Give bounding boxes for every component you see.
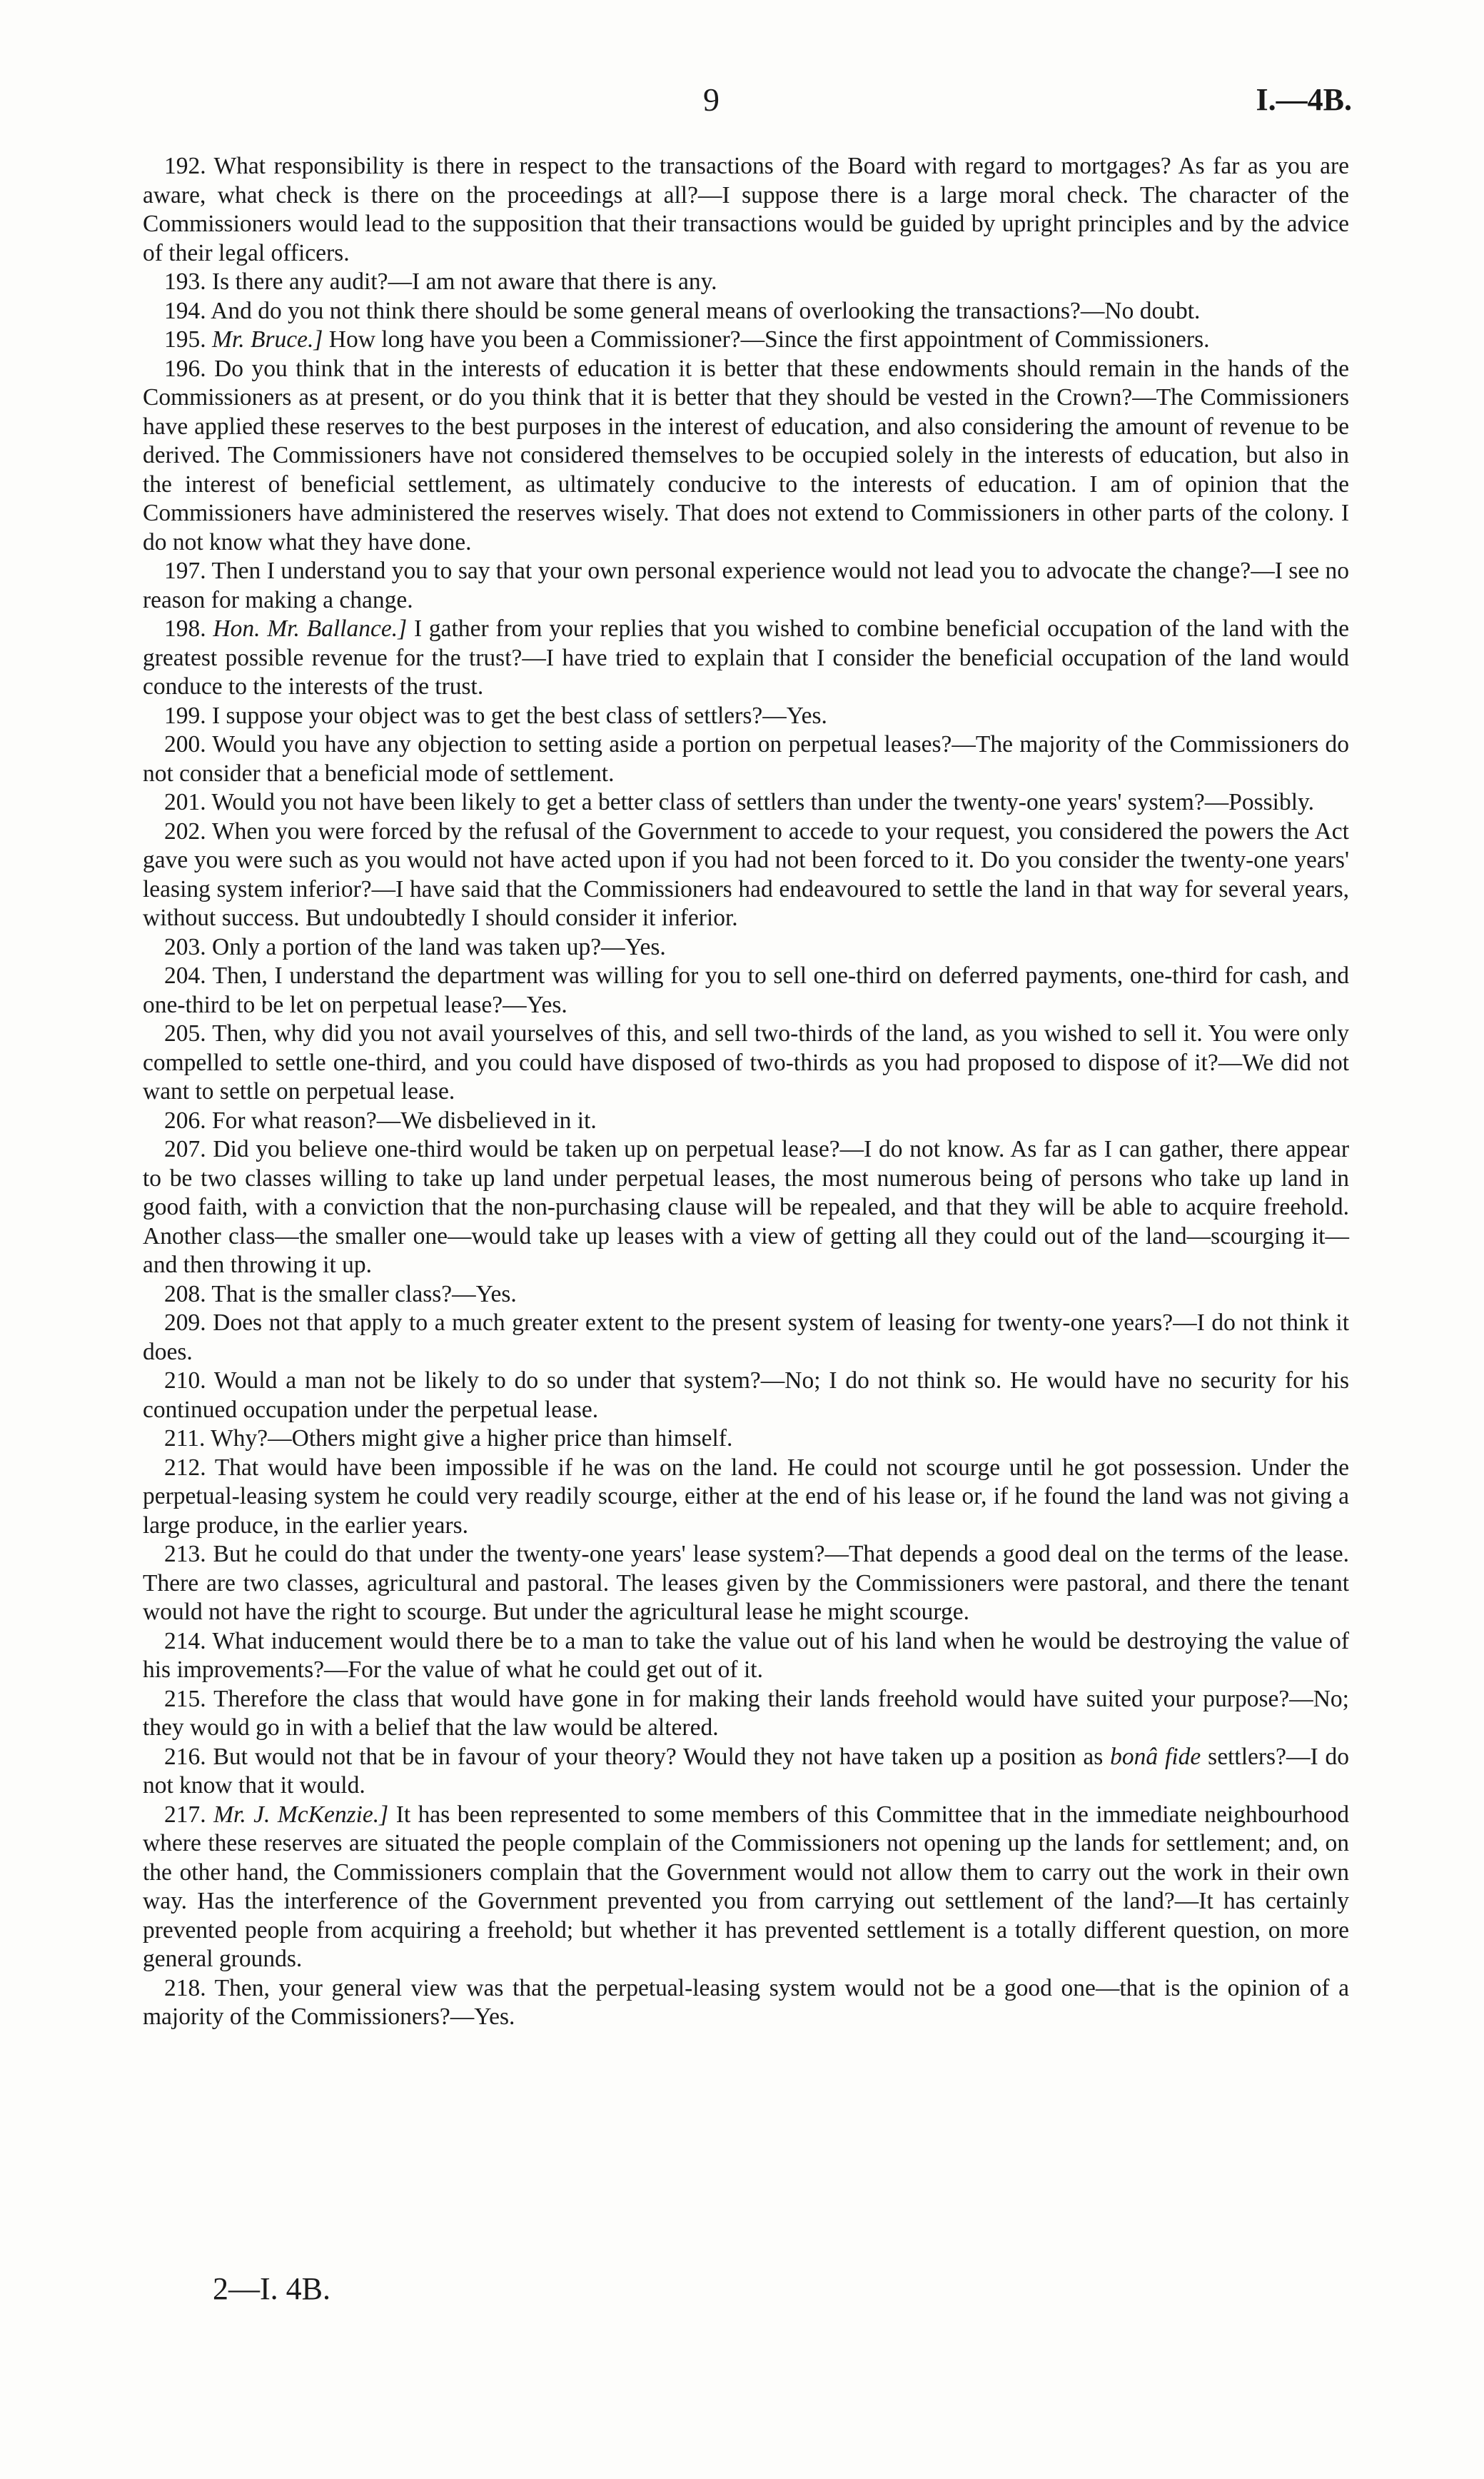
question-paragraph xyxy=(143,933,1349,962)
question-paragraph xyxy=(143,355,1349,558)
question-number: 214. xyxy=(164,1627,206,1654)
question-paragraph xyxy=(143,1540,1349,1627)
paragraph-text: Then, I understand the department was willing for you to sell one-third on deferred payments, one-third for cash, and one-third to be let on perpetual lease?—Yes. xyxy=(143,962,1349,1018)
paragraph-text: Would you not have been likely to get a better class of settlers than under the twenty-one years' system?—Possibly. xyxy=(211,789,1314,815)
paragraph-text: That would have been impossible if he was on the land. He could not scourge until he got possession. Under the perpetual-leasing system he could very readily scourge, either at the end of his lease or, if he found the land was not giving a large produce, in the earlier years. xyxy=(143,1454,1349,1539)
question-number: 206. xyxy=(164,1107,206,1134)
question-paragraph xyxy=(143,1801,1349,1974)
question-paragraph xyxy=(143,1367,1349,1424)
paragraph-text: Would you have any objection to setting aside a portion on perpetual leases?—The majority of the Commissioners do not consider that a beneficial mode of settlement. xyxy=(143,731,1349,787)
printer-signature: 2—I. 4B. xyxy=(213,2271,330,2306)
question-number: 213. xyxy=(164,1541,206,1567)
question-number: 201. xyxy=(164,789,206,815)
question-number: 208. xyxy=(164,1280,206,1307)
question-number: 196. xyxy=(164,355,206,382)
paragraph-text: For what reason?—We disbelieved in it. xyxy=(212,1107,597,1134)
question-paragraph xyxy=(143,297,1349,326)
question-number: 204. xyxy=(164,962,206,989)
page-header xyxy=(0,79,1484,121)
paragraph-text: But he could do that under the twenty-one years' lease system?—That depends a good deal on the terms of the lease. There are two classes, agricultural and pastoral. The leases given by the Commissioners were pastoral, and there the tenant would not have the right to scourge. But under the agricultural lease he might scourge. xyxy=(143,1541,1349,1625)
question-paragraph xyxy=(143,788,1349,818)
question-number: 215. xyxy=(164,1685,206,1712)
question-paragraph xyxy=(143,152,1349,268)
paragraph-text: Is there any audit?—I am not aware that there is any. xyxy=(212,268,717,295)
question-paragraph xyxy=(143,962,1349,1020)
question-paragraph xyxy=(143,1685,1349,1743)
question-number: 218. xyxy=(164,1974,206,2001)
paragraph-text: Did you believe one-third would be taken up on perpetual lease?—I do not know. As far as I can gather, there appear to be two classes willing to take up land under perpetual leases, the most numerous being of persons who take up land in good faith, with a conviction that the non-purchasing clause will be repealed, and that they will be able to acquire freehold. Another class—the smaller one—would take up leases with a view of getting all they could out of the land—scourging it—and then throwing it up. xyxy=(143,1136,1350,1278)
paragraph-text: Then, your general view was that the perpetual-leasing system would not be a good one—that is the opinion of a majority of the Commissioners?—Yes. xyxy=(143,1974,1349,2030)
question-paragraph xyxy=(143,730,1349,788)
question-paragraph xyxy=(143,702,1349,731)
paragraph-text: settlers?—I do not know that it would. xyxy=(143,1743,1350,1799)
question-number: 202. xyxy=(164,818,206,845)
paragraph-text: When you were forced by the refusal of the Government to accede to your request, you considered the powers the Act gave you were such as you would not have acted upon if you had not been forced to it. Do you consider the twenty-one years' leasing system inferior?—I have said that the Commissioners had endeavoured to settle the land in that way for several years, without success. But undoubtedly I should consider it inferior. xyxy=(143,818,1349,931)
paragraph-text: Only a portion of the land was taken up?—Yes. xyxy=(212,933,666,960)
question-number: 199. xyxy=(164,702,206,729)
question-paragraph xyxy=(143,1627,1349,1685)
speaker-name: Hon. Mr. Ballance.] xyxy=(213,615,408,642)
question-paragraph xyxy=(143,268,1349,297)
document-code: I.—4B. xyxy=(1256,82,1352,117)
paragraph-text: Do you think that in the interests of education it is better that these endowments should remain in the hands of the Commissioners as at present, or do you think that it is better that they should be vested in the Crown?—The Commissioners have applied these reserves to the best purposes in the interest of education, and also considering the amount of revenue to be derived. The Commissioners have not considered themselves to be occupied solely in the interests of education, but also in the interest of beneficial settlement, as ultimately conducive to the interests of education. I am of opinion that the Commissioners have administered the reserves wisely. That does not extend to Commissioners in other parts of the colony. I do not know what they have done. xyxy=(143,355,1350,555)
question-paragraph xyxy=(143,1974,1349,2032)
question-number: 200. xyxy=(164,731,206,758)
question-number: 195. xyxy=(164,326,206,353)
question-number: 217. xyxy=(164,1801,206,1828)
italic-phrase: bonâ fide xyxy=(1110,1743,1201,1770)
question-number: 198. xyxy=(164,615,206,642)
paragraph-text: Why?—Others might give a higher price than himself. xyxy=(211,1425,733,1452)
question-number: 203. xyxy=(164,933,206,960)
question-number: 193. xyxy=(164,268,206,295)
question-paragraph xyxy=(143,1135,1349,1280)
paragraph-text: I suppose your object was to get the best class of settlers?—Yes. xyxy=(212,702,827,729)
question-paragraph xyxy=(143,1309,1349,1367)
page-number: 9 xyxy=(703,81,720,118)
question-number: 211. xyxy=(164,1425,206,1452)
speaker-name: Mr. J. McKenzie.] xyxy=(213,1801,389,1828)
question-paragraph xyxy=(143,1454,1349,1541)
paragraph-text: Therefore the class that would have gone in for making their lands freehold would have suited your purpose?—No; they would go in with a belief that the law would be altered. xyxy=(143,1685,1349,1741)
question-number: 205. xyxy=(164,1020,206,1047)
question-number: 207. xyxy=(164,1136,206,1162)
paragraph-text: Then I understand you to say that your own personal experience would not lead you to advocate the change?—I see no reason for making a change. xyxy=(143,558,1349,613)
question-paragraph xyxy=(143,1107,1349,1136)
question-number: 210. xyxy=(164,1367,206,1394)
question-number: 216. xyxy=(164,1743,206,1770)
speaker-name: Mr. Bruce.] xyxy=(212,326,323,353)
question-paragraph xyxy=(143,1424,1349,1454)
question-paragraph xyxy=(143,1743,1349,1801)
paragraph-text: How long have you been a Commissioner?—Since the first appointment of Commissioners. xyxy=(328,326,1210,353)
question-number: 209. xyxy=(164,1309,206,1336)
paragraph-text: I gather from your replies that you wished to combine beneficial occupation of the land with the greatest possible revenue for the trust?—I have tried to explain that I consider the beneficial occupation of the land would conduce to the interests of the trust. xyxy=(143,615,1350,700)
question-number: 212. xyxy=(164,1454,206,1481)
paragraph-text: That is the smaller class?—Yes. xyxy=(211,1280,517,1307)
paragraph-text: Does not that apply to a much greater extent to the present system of leasing for twenty-one years?—I do not think it does. xyxy=(143,1309,1350,1365)
paragraph-text: But would not that be in favour of your theory? Would they not have taken up a position as xyxy=(213,1743,1111,1770)
paragraph-text: What inducement would there be to a man to take the value out of his land when he would be destroying the value of his improvements?—For the value of what he could get out of it. xyxy=(143,1627,1349,1683)
question-paragraph xyxy=(143,615,1349,702)
question-paragraph xyxy=(143,818,1349,933)
paragraph-text: It has been represented to some members of this Committee that in the immediate neighbourhood where these reserves are situated the people complain of the Commissioners not opening up the lands for settlement; and, on the other hand, the Commissioners complain that the Government would not allow them to carry out the work in their own way. Has the interference of the Government prevented you from carrying out settlement of the land?—It has certainly prevented people from acquiring a freehold; but whether it has prevented settlement is a totally different question, on more general grounds. xyxy=(143,1801,1350,1972)
question-paragraph xyxy=(143,326,1349,355)
question-number: 192. xyxy=(164,153,206,179)
paragraph-text: And do you not think there should be some general means of overlooking the transactions?—No doubt. xyxy=(211,297,1201,324)
question-paragraph xyxy=(143,1280,1349,1309)
paragraph-text: What responsibility is there in respect to the transactions of the Board with regard to mortgages? As far as you are aware, what check is there on the proceedings at all?—I suppose there is a large moral check. The character of the Commissioners would lead to the supposition that their transactions would be guided by upright principles and by the advice of their legal officers. xyxy=(143,153,1349,266)
question-number: 194. xyxy=(164,297,206,324)
question-paragraph xyxy=(143,557,1349,615)
paragraph-text: Then, why did you not avail yourselves of this, and sell two-thirds of the land, as you wished to sell it. You were only compelled to settle one-third, and you could have disposed of two-thirds as you had proposed to dispose of it?—We did not want to settle on perpetual lease. xyxy=(143,1020,1349,1105)
paragraph-text: Would a man not be likely to do so under that system?—No; I do not think so. He would have no security for his continued occupation under the perpetual lease. xyxy=(143,1367,1349,1423)
question-number: 197. xyxy=(164,558,206,584)
document-body xyxy=(143,152,1349,2032)
question-paragraph xyxy=(143,1020,1349,1107)
